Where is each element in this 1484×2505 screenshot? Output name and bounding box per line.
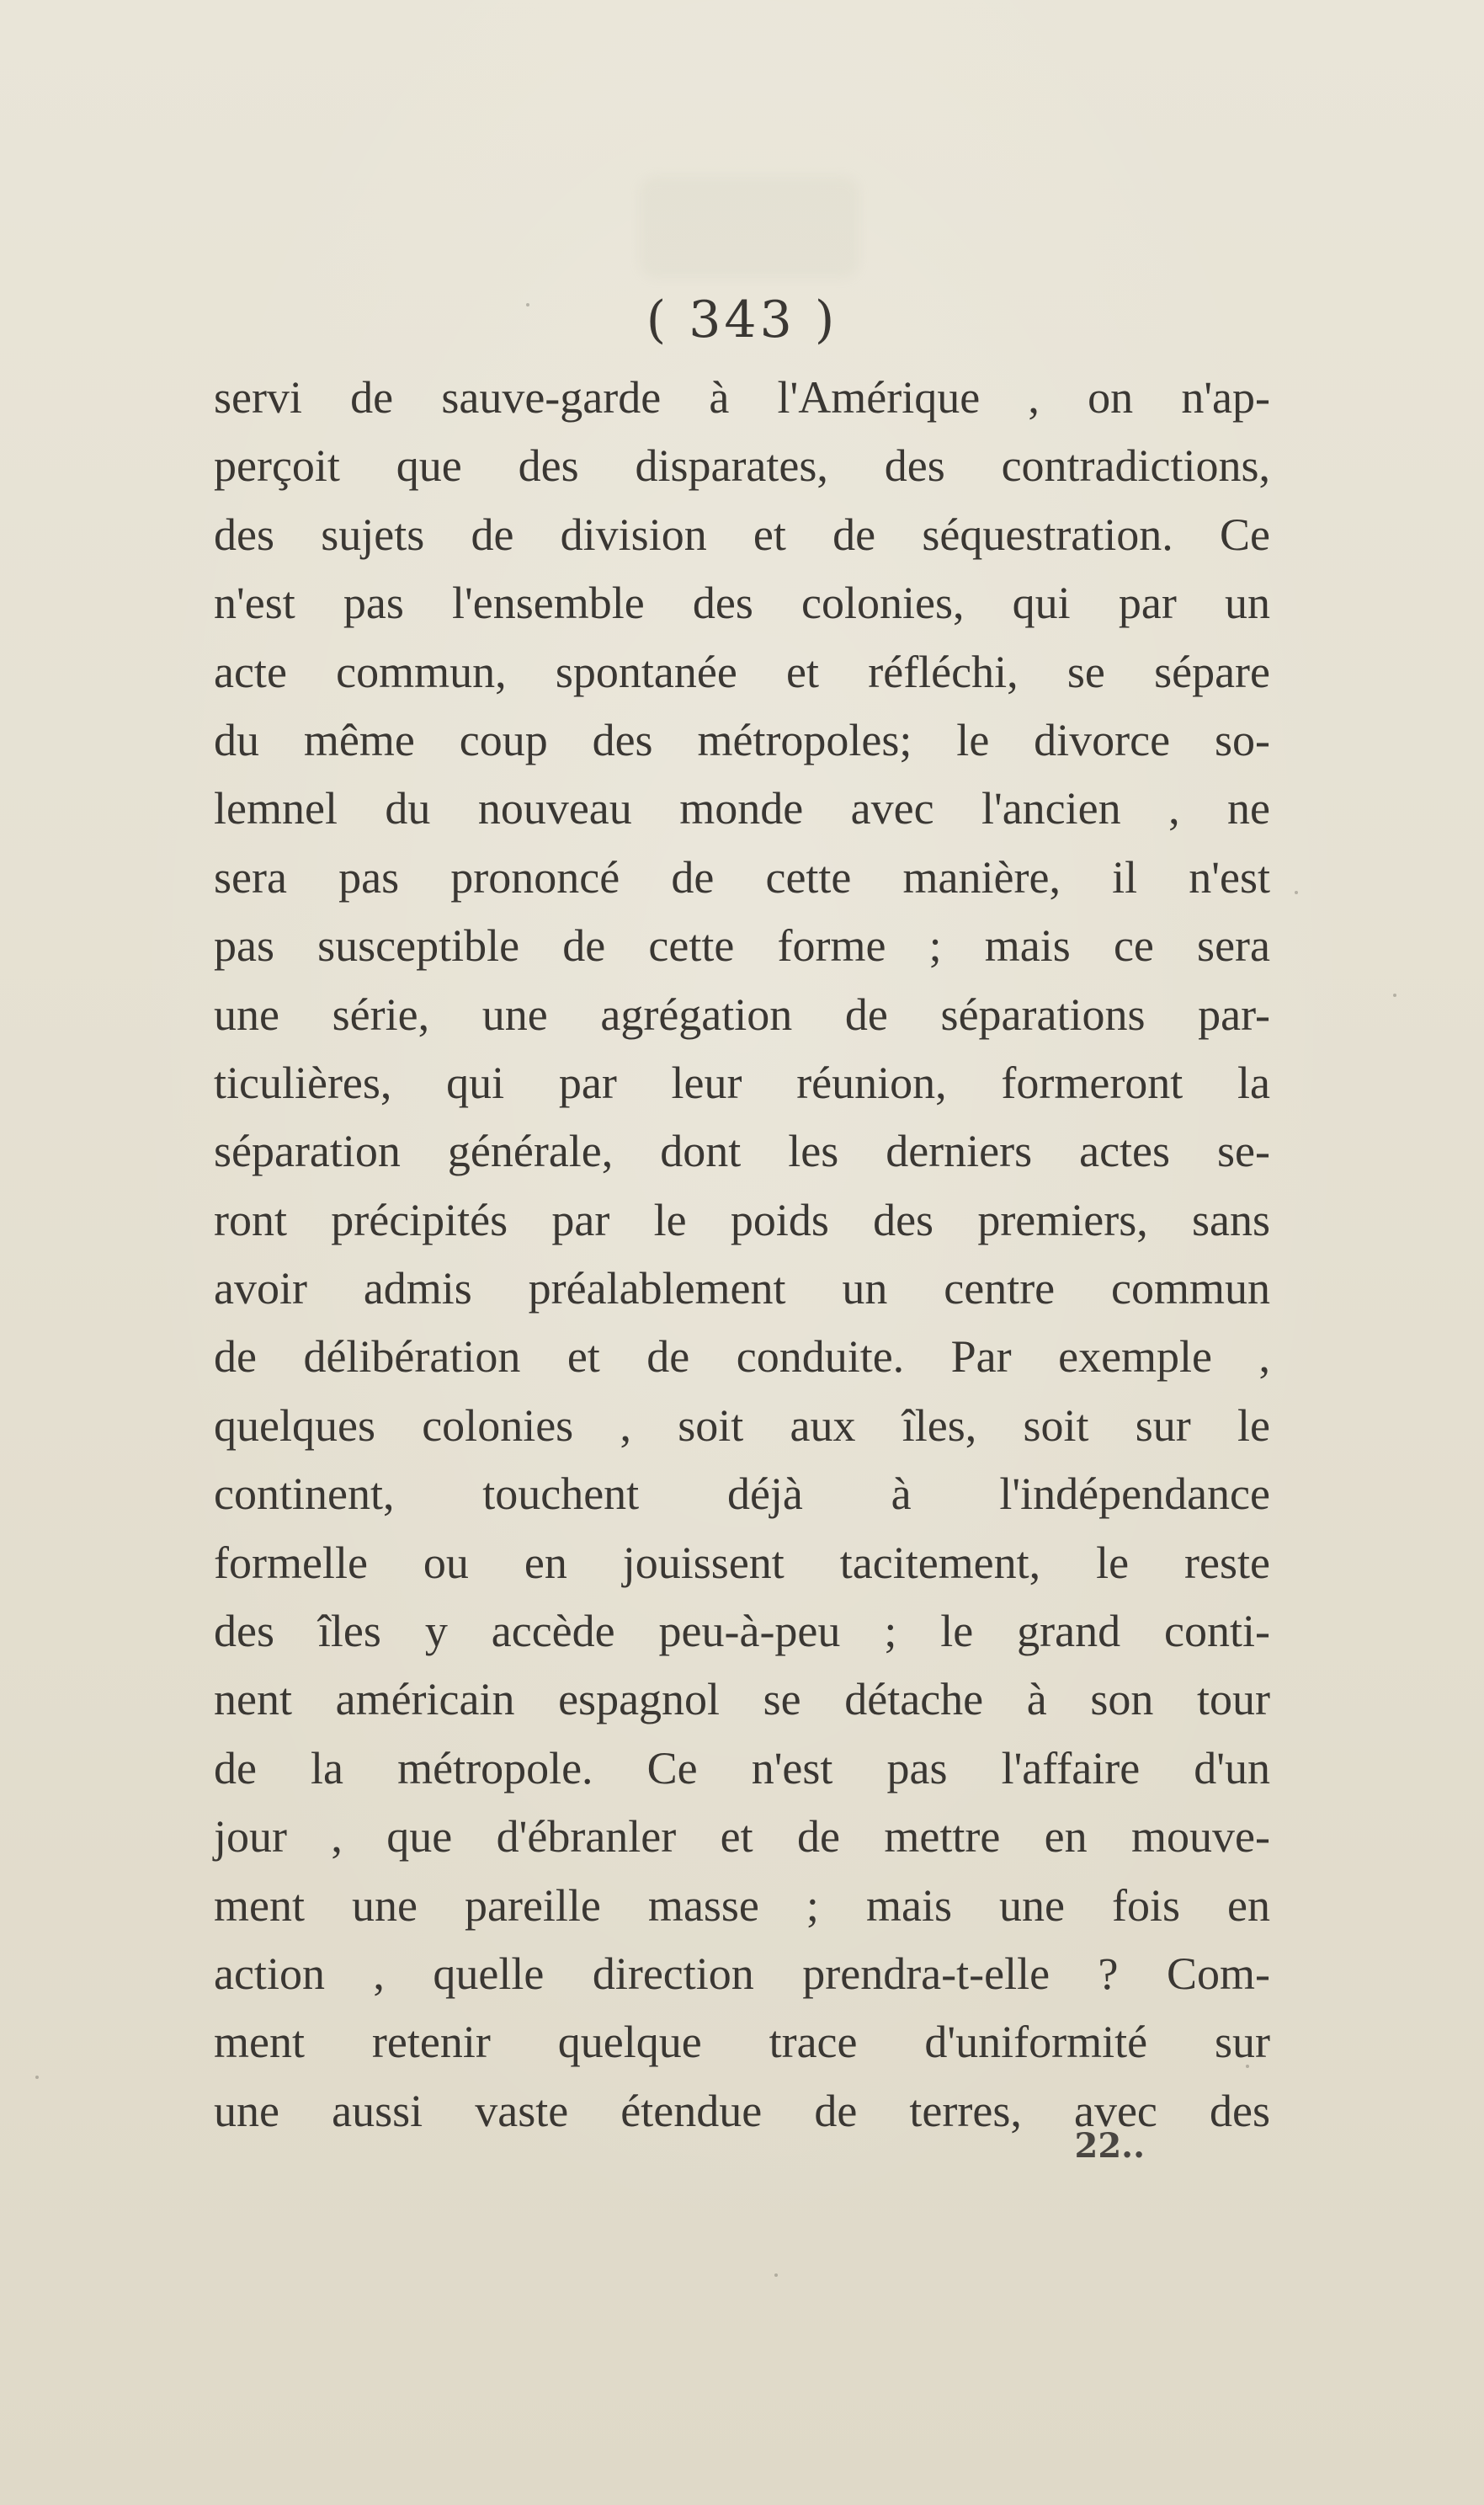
- text-line: de la métropole. Ce n'est pas l'affaire d'un: [214, 1742, 1270, 1793]
- text-line: de délibération et de conduite. Par exemple ,: [214, 1331, 1270, 1383]
- body-text: [214, 364, 1270, 2145]
- text-line: des îles y accède peu-à-peu ; le grand conti-: [214, 1606, 1270, 1657]
- text-line: une série, une agrégation de séparations par-: [214, 989, 1270, 1040]
- text-line: une aussi vaste étendue de terres, avec des: [214, 2085, 1270, 2136]
- paper-speck: [526, 303, 529, 306]
- text-line: quelques colonies , soit aux îles, soit sur le: [214, 1399, 1270, 1451]
- text-line: avoir admis préalablement un centre commun: [214, 1263, 1270, 1314]
- text-line: perçoit que des disparates, des contradictions,: [214, 440, 1270, 492]
- text-line: pas susceptible de cette forme ; mais ce sera: [214, 920, 1270, 972]
- text-line: séparation générale, dont les derniers actes se-: [214, 1126, 1270, 1177]
- text-line: servi de sauve-garde à l'Amérique , on n'ap-: [214, 372, 1270, 423]
- signature-mark: 22..: [1074, 2126, 1145, 2166]
- paper-speck: [1393, 994, 1396, 997]
- text-line: du même coup des métropoles; le divorce so-: [214, 714, 1270, 765]
- text-line: jour , que d'ébranler et de mettre en mouve-: [214, 1811, 1270, 1863]
- text-line: action , quelle direction prendra-t-elle ? Com-: [214, 1948, 1270, 1999]
- text-line: ment une pareille masse ; mais une fois en: [214, 1879, 1270, 1931]
- text-line: nent américain espagnol se détache à son tour: [214, 1674, 1270, 1725]
- paper-speck: [1295, 891, 1298, 894]
- page-number: ( 343 ): [646, 290, 838, 349]
- text-line: ront précipités par le poids des premiers, sans: [214, 1194, 1270, 1245]
- text-line: ticulières, qui par leur réunion, formeront la: [214, 1057, 1270, 1108]
- paper-speck: [35, 2076, 39, 2079]
- text-line: formelle ou en jouissent tacitement, le reste: [214, 1537, 1270, 1588]
- text-line: continent, touchent déjà à l'indépendance: [214, 1468, 1270, 1520]
- text-line: n'est pas l'ensemble des colonies, qui par un: [214, 578, 1270, 629]
- text-line: lemnel du nouveau monde avec l'ancien , ne: [214, 783, 1270, 834]
- text-line: ment retenir quelque trace d'uniformité sur: [214, 2017, 1270, 2068]
- paper-speck: [774, 2273, 778, 2277]
- paper-speck: [1246, 2065, 1249, 2068]
- text-line: sera pas prononcé de cette manière, il n'est: [214, 851, 1270, 903]
- show-through-ghost: [640, 177, 859, 278]
- text-line: acte commun, spontanée et réfléchi, se sépare: [214, 646, 1270, 697]
- text-line: des sujets de division et de séquestration. Ce: [214, 509, 1270, 560]
